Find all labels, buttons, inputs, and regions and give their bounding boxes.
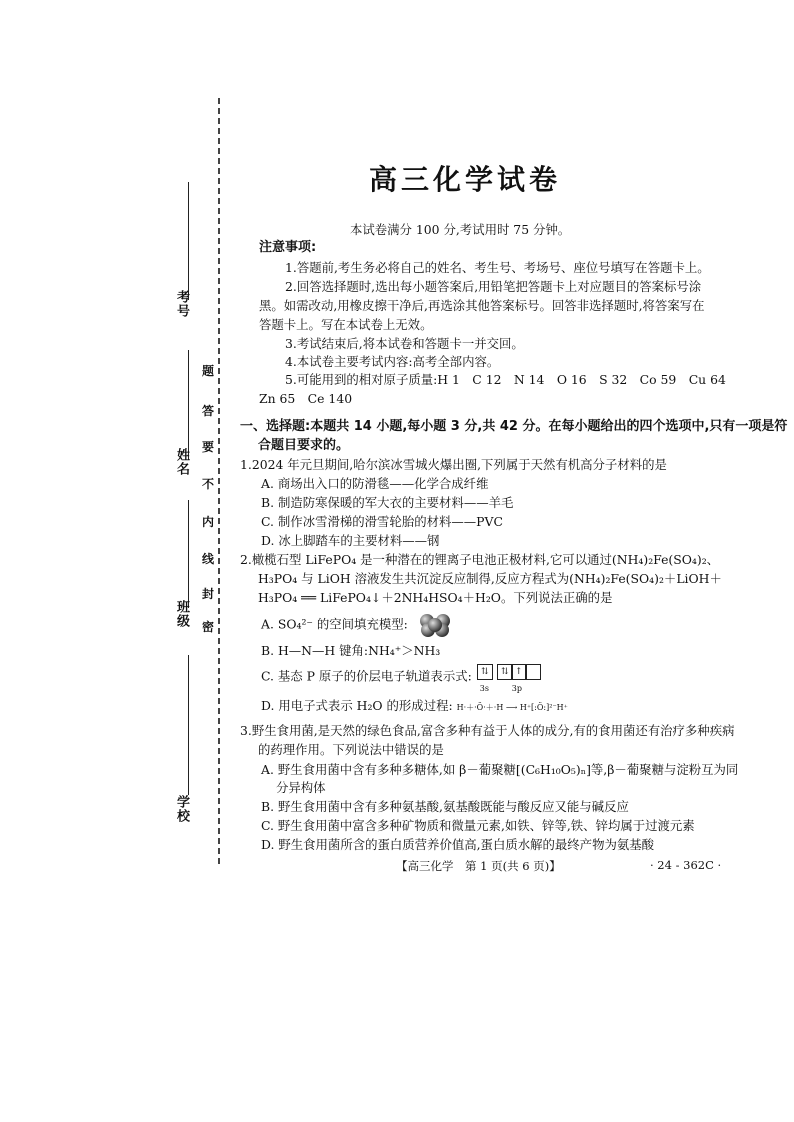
option-d-text: D. 用电子式表示 H₂O 的形成过程:	[261, 698, 453, 713]
orbital-3s-box: ⇅	[477, 664, 493, 680]
class-label: 班级	[174, 600, 189, 628]
question-1-option-d: D. 冰上脚踏车的主要材料——钢	[261, 533, 440, 548]
question-3-stem: 的药理作用。下列说法中错误的是	[258, 742, 444, 757]
question-3-option-a: A. 野生食用菌中含有多种多糖体,如 β－葡聚糖[(C₆H₁₀O₅)ₙ]等,β－葡聚糖与淀粉互为同	[261, 762, 739, 777]
question-2-option-a	[261, 613, 452, 637]
option-c-text: C. 基态 P 原子的价层电子轨道表示式:	[261, 668, 472, 684]
note-line: 2.回答选择题时,选出每小题答案后,用铅笔把答题卡上对应题目的答案标号涂	[285, 279, 702, 294]
question-1-stem: 1.2024 年元旦期间,哈尔滨冰雪城火爆出圈,下列属于天然有机高分子材料的是	[240, 457, 667, 472]
orbital-3p-label: 3p	[511, 684, 522, 693]
note-line: 3.考试结束后,将本试卷和答题卡一并交回。	[285, 336, 524, 351]
school-underline	[188, 655, 189, 795]
school-label: 学校	[174, 795, 189, 823]
note-line: 5.可能用到的相对原子质量:H 1 C 12 N 14 O 16 S 32 Co 59 Cu 64	[285, 372, 726, 387]
seal-char: 要	[202, 440, 215, 454]
section-heading: 一、选择题:本题共 14 小题,每小题 3 分,共 42 分。在每小题给出的四个选项中,只有一项是符	[240, 419, 788, 434]
question-3-option-d: D. 野生食用菌所含的蛋白质营养价值高,蛋白质水解的最终产物为氨基酸	[261, 837, 655, 852]
exam-no-underline	[188, 182, 189, 300]
question-3-option-a-cont: 分异构体	[276, 780, 326, 795]
name-underline	[188, 350, 189, 460]
seal-char: 题	[202, 364, 215, 378]
orbital-3s-label: 3s	[479, 684, 489, 693]
note-line: 黑。如需改动,用橡皮擦干净后,再选涂其他答案标号。回答非选择题时,将答案写在	[259, 298, 705, 313]
paper-code: · 24 - 362C ·	[650, 858, 722, 872]
orbital-diagram	[478, 664, 558, 693]
page-title: 高三化学试卷	[368, 163, 561, 196]
notes-heading: 注意事项:	[259, 240, 317, 255]
seal-char: 密	[202, 620, 215, 634]
seal-char: 线	[202, 552, 215, 566]
option-a-text: A. SO₄²⁻ 的空间填充模型:	[261, 616, 408, 632]
note-line: 1.答题前,考生务必将自己的姓名、考生号、考场号、座位号填写在答题卡上。	[285, 260, 710, 275]
seal-char: 封	[202, 587, 215, 601]
orbital-3p-box	[525, 664, 541, 680]
electron-formula: H·＋·Ö·＋·H ⟶ H⁺[:Ö:]²⁻H⁺	[456, 703, 568, 712]
seal-char: 内	[202, 515, 215, 529]
note-line: 答题卡上。写在本试卷上无效。	[259, 317, 433, 332]
seal-char: 答	[202, 404, 215, 418]
question-3-stem: 3.野生食用菌,是天然的绿色食品,富含多种有益于人体的成分,有的食用菌还有治疗多种疾病	[240, 723, 735, 738]
question-1-option-c: C. 制作冰雪滑梯的滑雪轮胎的材料——PVC	[261, 514, 503, 529]
question-3-option-c: C. 野生食用菌中富含多种矿物质和微量元素,如铁、锌等,铁、锌均属于过渡元素	[261, 818, 695, 833]
exam-no-label: 考号	[174, 290, 189, 318]
question-2-option-c	[261, 664, 558, 693]
space-filling-model-image	[418, 613, 452, 637]
seal-char: 不	[202, 477, 215, 491]
orbital-3p-box: ⇅	[497, 664, 513, 680]
page-footer: 【高三化学 第 1 页(共 6 页)】	[396, 859, 561, 873]
orbital-3p-box: ↑	[511, 664, 527, 680]
section-heading-cont: 合题目要求的。	[258, 438, 350, 453]
name-label: 姓名	[174, 448, 189, 476]
question-3-option-b: B. 野生食用菌中含有多种氨基酸,氨基酸既能与酸反应又能与碱反应	[261, 799, 629, 814]
class-underline	[188, 500, 189, 608]
question-1-option-a: A. 商场出入口的防滑毯——化学合成纤维	[261, 476, 489, 491]
question-2-option-b: B. H—N—H 键角:NH₄⁺＞NH₃	[261, 643, 441, 658]
note-line: Zn 65 Ce 140	[259, 391, 353, 406]
question-2-stem: 2.橄榄石型 LiFePO₄ 是一种潜在的锂离子电池正极材料,它可以通过(NH₄)₂Fe(SO₄)₂、	[240, 552, 720, 567]
note-line: 4.本试卷主要考试内容:高考全部内容。	[285, 354, 500, 369]
question-2-option-d	[261, 696, 568, 717]
question-2-stem: H₃PO₄ ══ LiFePO₄↓＋2NH₄HSO₄＋H₂O。下列说法正确的是	[258, 590, 613, 605]
question-1-option-b: B. 制造防寒保暖的军大衣的主要材料——羊毛	[261, 495, 514, 510]
question-2-stem: H₃PO₄ 与 LiOH 溶液发生共沉淀反应制得,反应方程式为(NH₄)₂Fe(SO₄)₂＋LiOH＋	[258, 571, 722, 586]
seal-line	[218, 98, 220, 864]
exam-info: 本试卷满分 100 分,考试用时 75 分钟。	[350, 222, 571, 237]
